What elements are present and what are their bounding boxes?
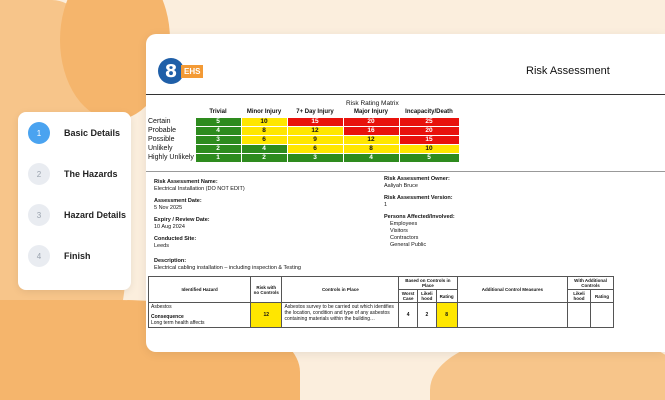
- matrix-cell: 20: [399, 126, 459, 135]
- document-title: Risk Assessment: [526, 65, 610, 77]
- matrix-cell: 9: [287, 135, 343, 144]
- persons-label: Persons Affected/Involved:: [384, 214, 455, 220]
- description: [154, 258, 301, 272]
- matrix-cell: 4: [195, 126, 241, 135]
- step-finish[interactable]: [28, 245, 91, 267]
- matrix-title: Risk Rating Matrix: [346, 100, 399, 107]
- ehs-logo: [158, 58, 203, 84]
- likelihood2-header: Likeli hood: [568, 290, 591, 303]
- expiry-value: 10 Aug 2024: [154, 224, 185, 230]
- step-number: 3: [28, 204, 50, 226]
- person-item: Visitors: [390, 228, 408, 234]
- logo-text: EHS: [181, 65, 203, 78]
- matrix-row-label: Unlikely: [148, 145, 173, 152]
- divider: [146, 171, 665, 172]
- controls-header: Controls in Place: [282, 277, 399, 303]
- desc-label: Description:: [154, 258, 187, 264]
- matrix-cell: 8: [241, 126, 287, 135]
- wizard-steps-panel: [18, 112, 131, 290]
- hazard-table: [148, 276, 614, 328]
- hazard-header: Identified Hazard: [149, 277, 251, 303]
- step-number: 4: [28, 245, 50, 267]
- with-header: With Additional Controls: [568, 277, 614, 290]
- likelihood-header: Likeli hood: [417, 290, 436, 303]
- step-basic-details[interactable]: [28, 122, 120, 144]
- matrix-cell: 25: [399, 117, 459, 126]
- person-item: Contractors: [390, 235, 419, 241]
- step-label: Hazard Details: [64, 210, 127, 220]
- step-label: Basic Details: [64, 128, 121, 138]
- risk-assessment-document: [146, 34, 665, 352]
- risk-header: Risk with no Controls: [251, 277, 282, 303]
- matrix-row: [148, 126, 459, 135]
- info-right: [384, 176, 455, 249]
- person-item: Employees: [390, 221, 418, 227]
- matrix-cell: 6: [287, 144, 343, 153]
- matrix-cell: 12: [287, 126, 343, 135]
- step-label: Finish: [64, 251, 91, 261]
- matrix-cell: 16: [343, 126, 399, 135]
- step-the-hazards[interactable]: [28, 163, 118, 185]
- consequence-value: Long term health affects: [151, 320, 205, 326]
- matrix-cell: 4: [241, 144, 287, 153]
- desc-value: Electrical cabling installation – including inspection & Testing: [154, 265, 301, 271]
- divider: [146, 94, 665, 95]
- site-value: Leeds: [154, 243, 169, 249]
- additional-cell: [457, 303, 568, 328]
- matrix-col-header: Trivial: [209, 109, 227, 116]
- matrix-cell: 20: [343, 117, 399, 126]
- worst-header: Worst Case: [399, 290, 418, 303]
- rating-cell: 8: [436, 303, 457, 328]
- matrix-corner: [148, 108, 195, 117]
- likelihood-cell: 2: [417, 303, 436, 328]
- matrix-cell: 2: [195, 144, 241, 153]
- table-row: [149, 303, 614, 328]
- matrix-cell: 10: [399, 144, 459, 153]
- step-label: The Hazards: [64, 169, 118, 179]
- date-label: Assessment Date:: [154, 198, 202, 204]
- matrix-row-label: Highly Unlikely: [148, 154, 194, 161]
- version-label: Risk Assessment Version:: [384, 195, 453, 201]
- controls-cell: Asbestos survey to be carried out which identifies the location, condition and type of any asbestos containing materials within the building…: [282, 303, 399, 328]
- logo-number: 8: [158, 58, 184, 84]
- hazard-name: Asbestos: [151, 304, 172, 310]
- matrix-cell: 15: [399, 135, 459, 144]
- matrix-cell: 4: [343, 153, 399, 162]
- site-label: Conducted Site:: [154, 236, 197, 242]
- rating2-header: Rating: [591, 290, 614, 303]
- matrix-row: [148, 144, 459, 153]
- date-value: 5 Nov 2025: [154, 205, 183, 211]
- rating2-cell: [591, 303, 614, 328]
- matrix-cell: 12: [343, 135, 399, 144]
- matrix-col-header: Minor Injury: [246, 109, 282, 116]
- matrix-col-header: 7+ Day Injury: [296, 109, 334, 116]
- matrix-cell: 15: [287, 117, 343, 126]
- owner-label: Risk Assessment Owner:: [384, 176, 450, 182]
- person-item: General Public: [390, 242, 427, 248]
- name-label: Risk Assessment Name:: [154, 179, 218, 185]
- matrix-cell: 10: [241, 117, 287, 126]
- step-hazard-details[interactable]: [28, 204, 126, 226]
- version-value: 1: [384, 202, 388, 208]
- owner-value: Aaliyah Bruce: [384, 183, 418, 189]
- based-header: Based on Controls in Place: [399, 277, 457, 290]
- info-left: [154, 179, 245, 250]
- step-number: 2: [28, 163, 50, 185]
- step-number: 1: [28, 122, 50, 144]
- additional-header: Additional Control Measures: [457, 277, 568, 303]
- matrix-row-label: Possible: [148, 136, 175, 143]
- matrix-cell: 6: [241, 135, 287, 144]
- matrix-col-header: Major Injury: [353, 109, 388, 116]
- risk-rating-matrix: [148, 108, 460, 163]
- matrix-cell: 5: [399, 153, 459, 162]
- matrix-cell: 3: [195, 135, 241, 144]
- consequence-label: Consequence: [151, 314, 184, 320]
- matrix-row: [148, 117, 459, 126]
- likelihood2-cell: [568, 303, 591, 328]
- matrix-row: [148, 153, 459, 162]
- matrix-row: [148, 135, 459, 144]
- matrix-row-label: Probable: [148, 127, 177, 134]
- matrix-cell: 5: [195, 117, 241, 126]
- matrix-cell: 2: [241, 153, 287, 162]
- hazard-cell: [149, 303, 251, 328]
- name-value: Electrical Installation (DO NOT EDIT): [154, 186, 245, 192]
- rating-header: Rating: [436, 290, 457, 303]
- matrix-cell: 8: [343, 144, 399, 153]
- matrix-col-header: Incapacity/Death: [405, 109, 453, 116]
- risk-cell: 12: [251, 303, 282, 328]
- matrix-row-label: Certain: [148, 118, 171, 125]
- worst-cell: 4: [399, 303, 418, 328]
- matrix-cell: 3: [287, 153, 343, 162]
- matrix-cell: 1: [195, 153, 241, 162]
- expiry-label: Expiry / Review Date:: [154, 217, 210, 223]
